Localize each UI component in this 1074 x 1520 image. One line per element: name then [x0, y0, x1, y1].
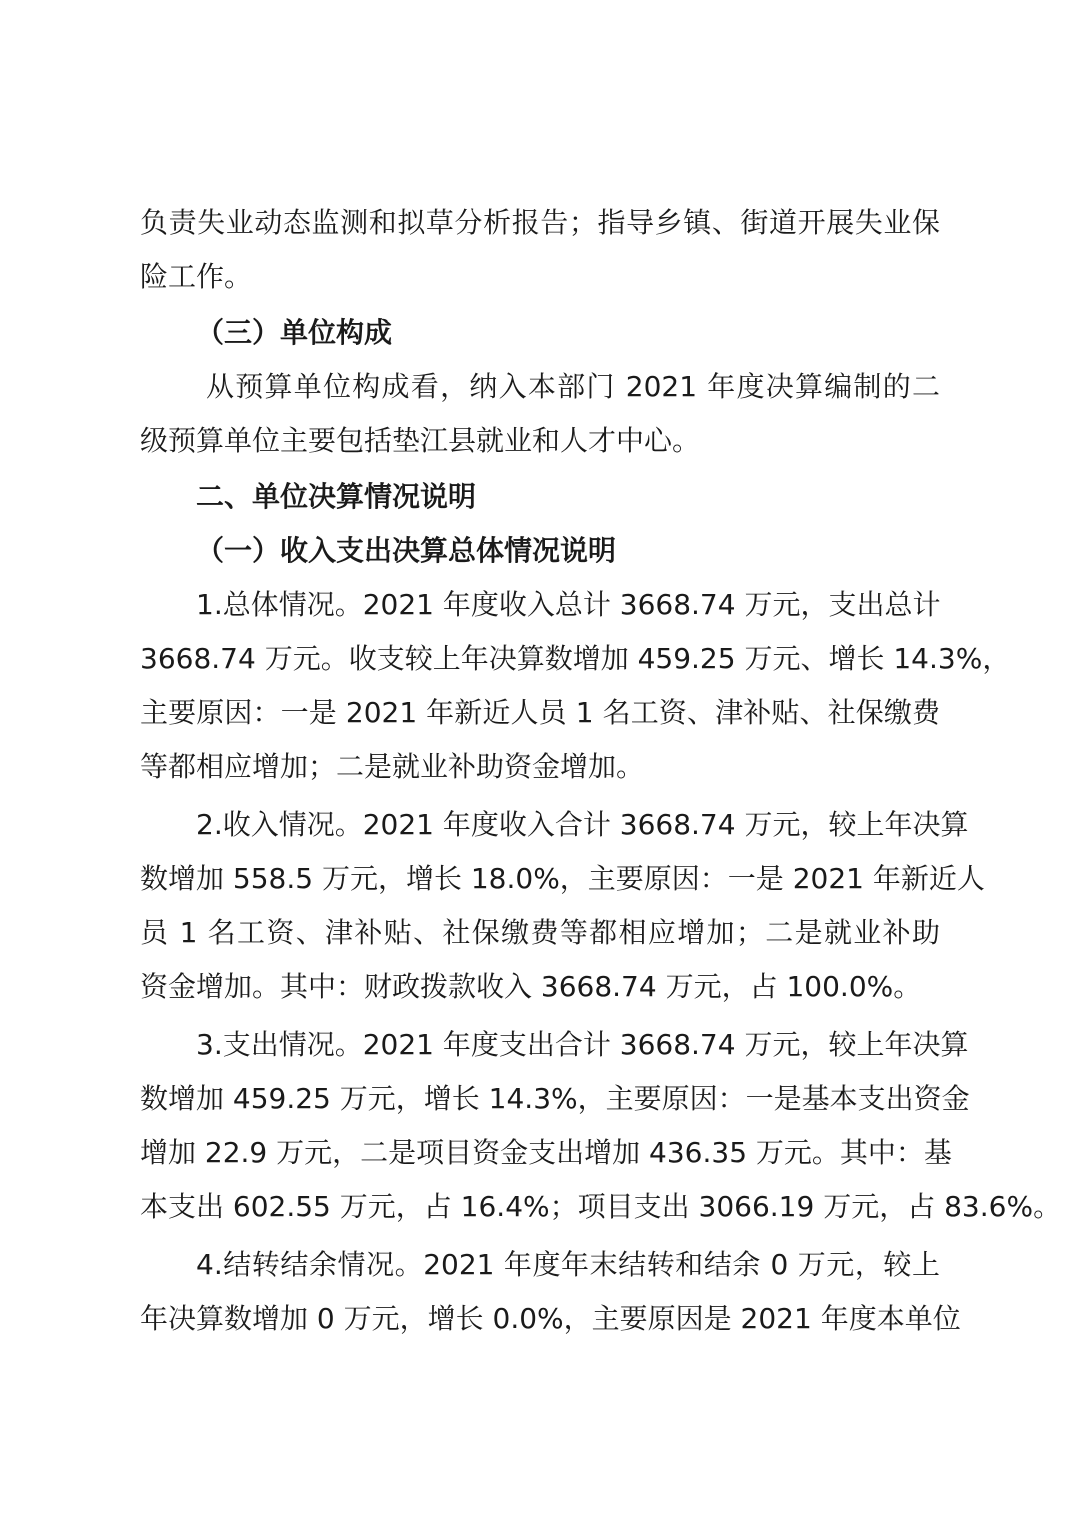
paragraph-line: 级预算单位主要包括垫江县就业和人才中心。 — [140, 424, 701, 457]
paragraph-line: 2.收入情况。2021 年度收入合计 3668.74 万元，较上年决算 — [196, 808, 969, 841]
paragraph-line: 3668.74 万元。收支较上年决算数增加 459.25 万元、增长 14.3%， — [140, 642, 1011, 675]
paragraph-line: 资金增加。其中：财政拨款收入 3668.74 万元，占 100.0%。 — [140, 970, 922, 1003]
paragraph-line: 数增加 459.25 万元，增长 14.3%，主要原因：一是基本支出资金 — [140, 1082, 970, 1115]
paragraph-line: 增加 22.9 万元，二是项目资金支出增加 436.35 万元。其中：基 — [140, 1136, 952, 1169]
paragraph-line: 年决算数增加 0 万元，增长 0.0%，主要原因是 2021 年度本单位 — [140, 1302, 961, 1335]
paragraph-line: 员 1 名工资、津补贴、社保缴费等都相应增加；二是就业补助 — [140, 916, 940, 949]
paragraph-line: 从预算单位构成看，纳入本部门 2021 年度决算编制的二 — [206, 370, 940, 403]
document-page — [140, 196, 1062, 1346]
section-heading-unit-composition: （三）单位构成 — [196, 316, 393, 349]
paragraph-line: 3.支出情况。2021 年度支出合计 3668.74 万元，较上年决算 — [196, 1028, 969, 1061]
paragraph-line: 4.结转结余情况。2021 年度年末结转和结余 0 万元，较上 — [196, 1248, 940, 1281]
paragraph-line: 等都相应增加；二是就业补助资金增加。 — [140, 750, 645, 783]
section-heading-income-expenditure: （一）收入支出决算总体情况说明 — [196, 534, 617, 567]
paragraph-line: 1.总体情况。2021 年度收入总计 3668.74 万元，支出总计 — [196, 588, 941, 621]
paragraph-line: 主要原因：一是 2021 年新近人员 1 名工资、津补贴、社保缴费 — [140, 696, 940, 729]
paragraph-line: 险工作。 — [140, 260, 253, 293]
section-heading-final-accounts: 二、单位决算情况说明 — [196, 480, 477, 513]
paragraph-line: 本支出 602.55 万元，占 16.4%；项目支出 3066.19 万元，占 83.6%。 — [140, 1190, 1062, 1223]
paragraph-line: 数增加 558.5 万元，增长 18.0%，主要原因：一是 2021 年新近人 — [140, 862, 985, 895]
paragraph-line: 负责失业动态监测和拟草分析报告；指导乡镇、街道开展失业保 — [140, 206, 940, 239]
